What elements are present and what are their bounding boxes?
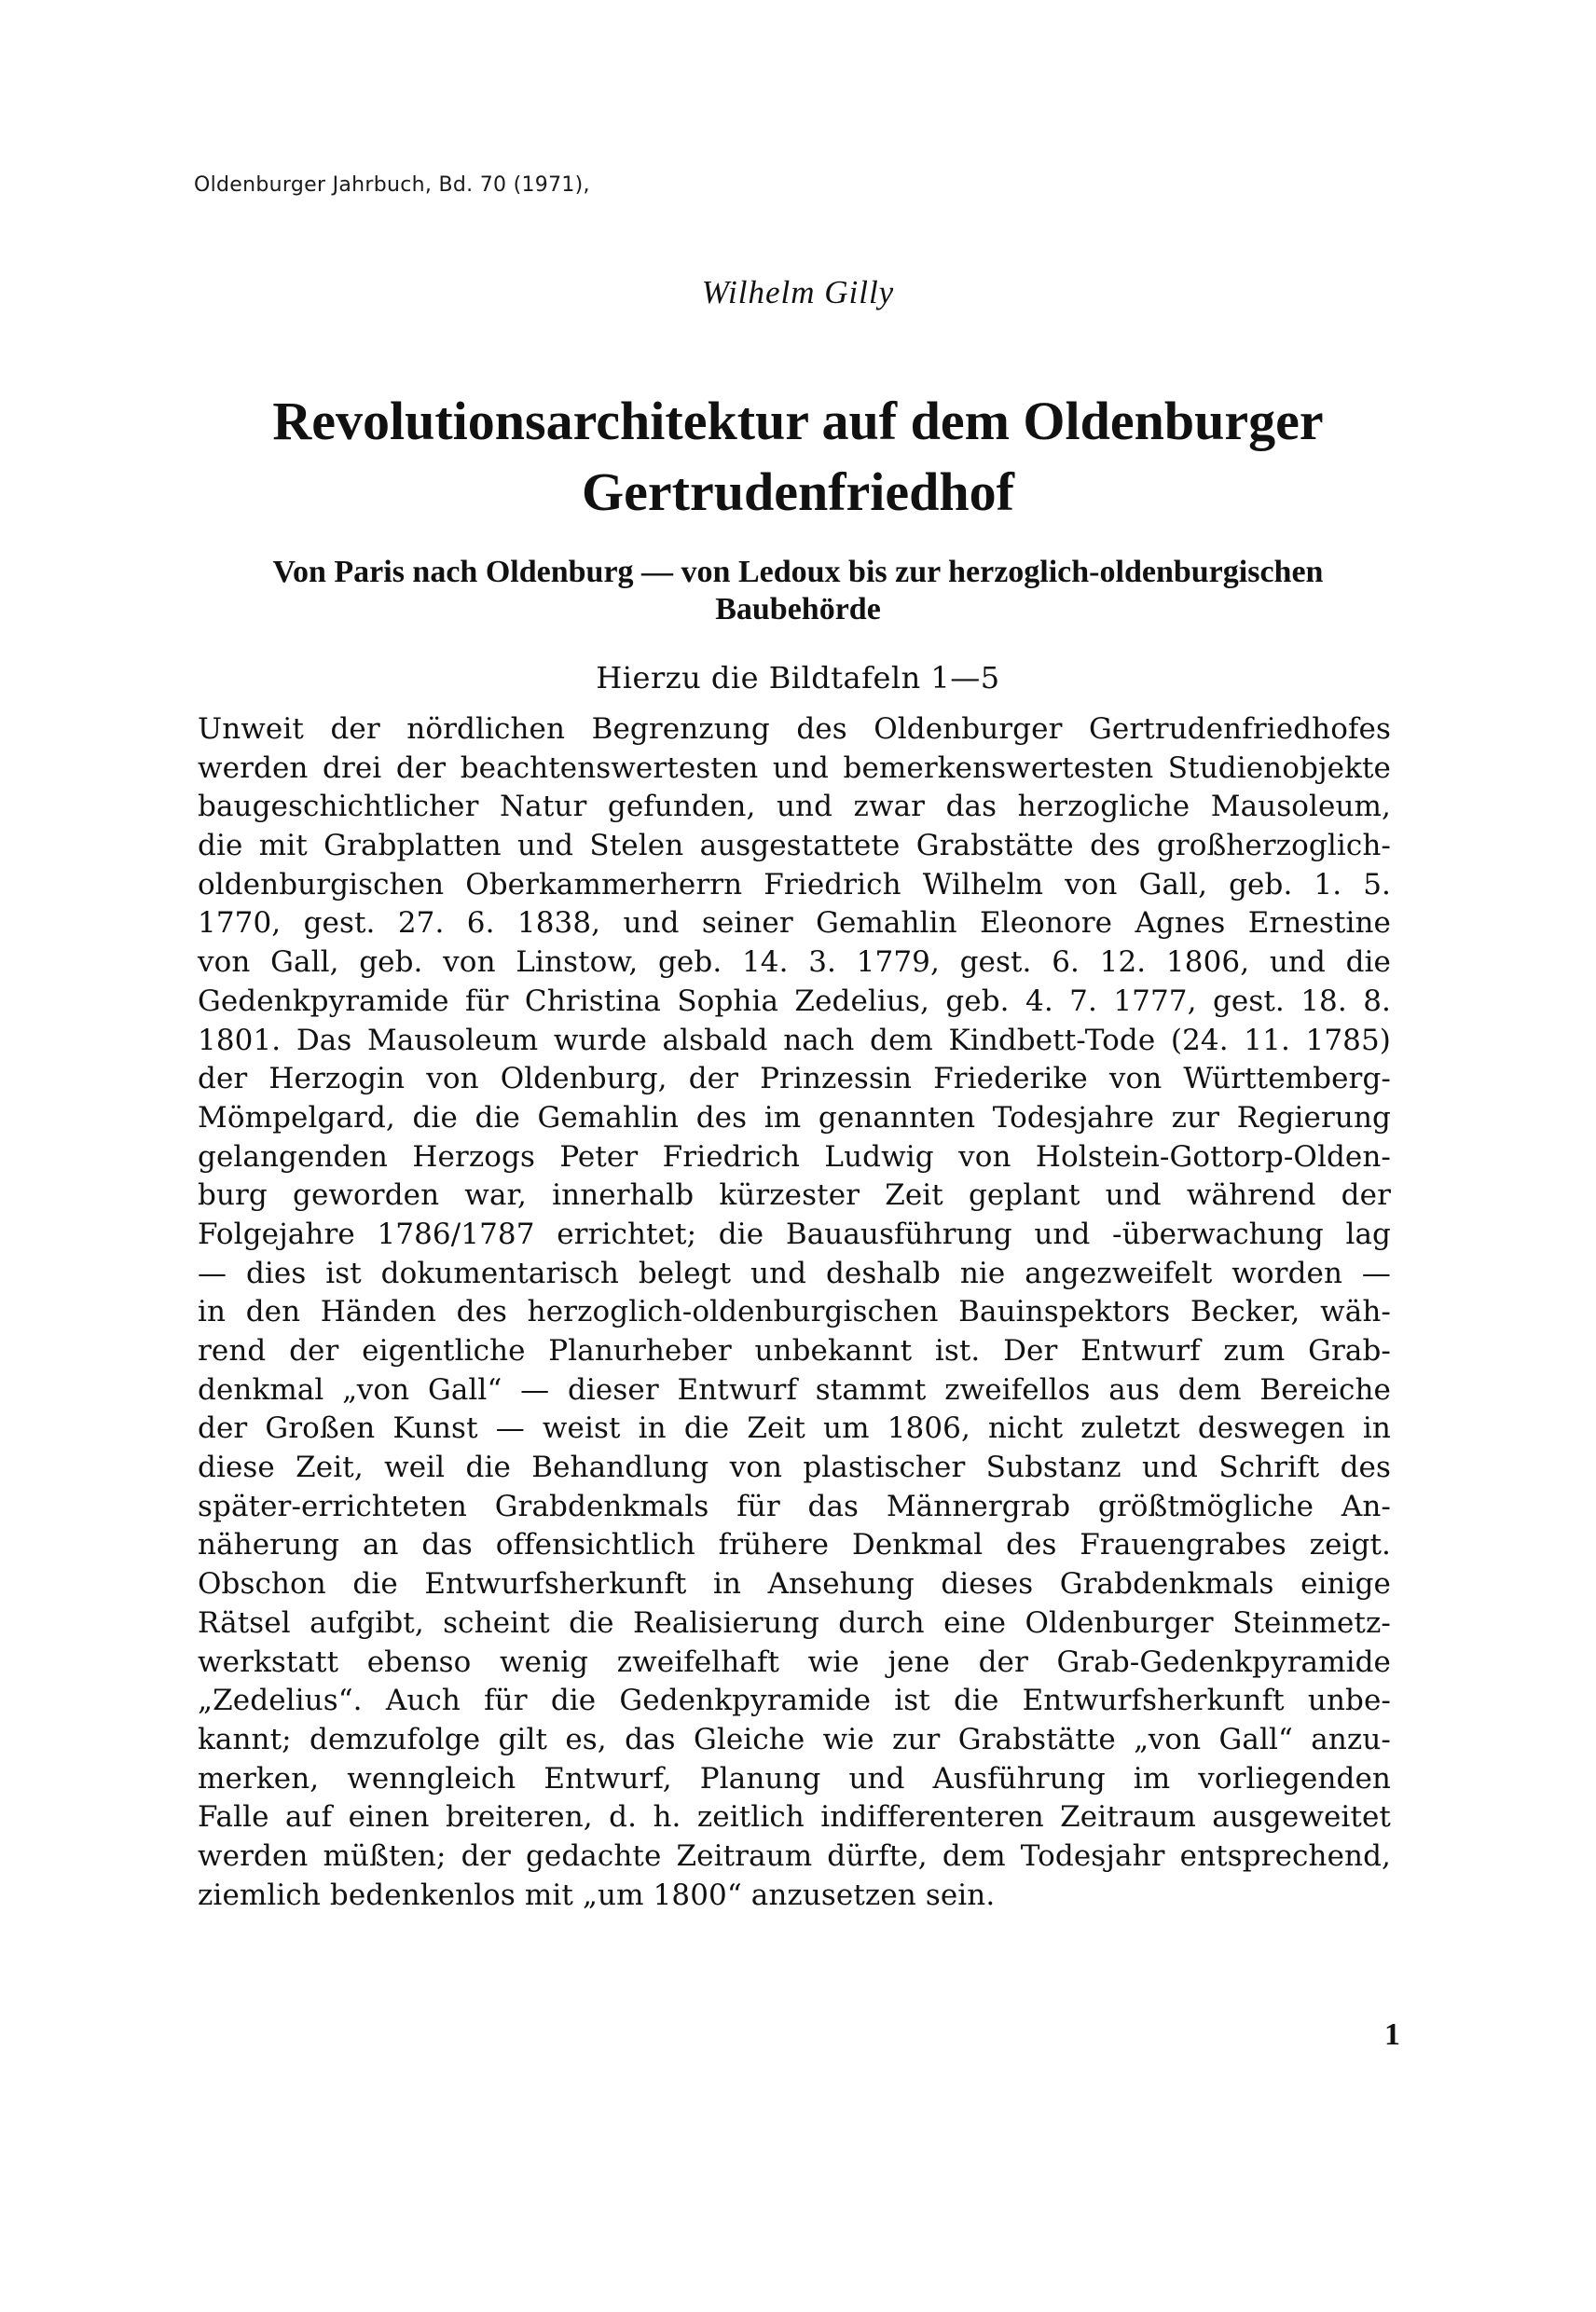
body-line: Unweit der nördlichen Begrenzung des Oldenburger Gertrudenfriedhofes (198, 712, 1391, 746)
body-line: oldenburgischen Oberkammerherrn Friedrich Wilhelm von Gall, geb. 1. 5. (198, 867, 1391, 901)
body-line: kannt; demzufolge gilt es, das Gleiche wie zur Grabstätte „von Gall“ anzu- (198, 1722, 1391, 1756)
body-line: 1770, gest. 27. 6. 1838, und seiner Gemahlin Eleonore Agnes Ernestine (198, 906, 1391, 941)
body-line: gelangenden Herzogs Peter Friedrich Ludwig von Holstein-Gottorp-Olden- (198, 1139, 1391, 1174)
body-line: denkmal „von Gall“ — dieser Entwurf stammt zweifellos aus dem Bereiche (198, 1372, 1391, 1407)
running-head: Oldenburger Jahrbuch, Bd. 70 (1971), (194, 173, 590, 197)
subtitle-line: Von Paris nach Oldenburg — von Ledoux bis zur herzoglich-oldenburgischen (272, 555, 1324, 589)
body-line: baugeschichtlicher Natur gefunden, und zwar das herzogliche Mausoleum, (198, 790, 1391, 824)
body-line: „Zedelius“. Auch für die Gedenkpyramide ist die Entwurfsherkunft unbe- (198, 1684, 1391, 1718)
body-line: — dies ist dokumentarisch belegt und deshalb nie angezweifelt worden — (198, 1256, 1391, 1290)
body-line: burg geworden war, innerhalb kürzester Zeit geplant und während der (198, 1178, 1391, 1213)
article-subtitle (186, 554, 1410, 628)
body-line: später-errichteten Grabdenkmals für das Männergrab größtmögliche An- (198, 1489, 1391, 1523)
subtitle-line: Baubehörde (715, 592, 881, 626)
plates-note: Hierzu die Bildtafeln 1—5 (596, 660, 1000, 695)
title-line: Gertrudenfriedhof (582, 461, 1014, 522)
body-line: merken, wenngleich Entwurf, Planung und Ausführung im vorliegenden (198, 1761, 1391, 1796)
page-number: 1 (1384, 2017, 1400, 2052)
body-line: näherung an das offensichtlich frühere Denkmal des Frauengrabes zeigt. (198, 1528, 1391, 1562)
body-line: Obschon die Entwurfsherkunft in Ansehung dieses Grabdenkmals einige (198, 1567, 1391, 1602)
body-line: ziemlich bedenkenlos mit „um 1800“ anzusetzen sein. (198, 1878, 996, 1912)
body-line: werden drei der beachtenswertesten und bemerkenswertesten Studienobjekte (198, 750, 1391, 785)
body-line: der Herzogin von Oldenburg, der Prinzessin Friederike von Württemberg- (198, 1062, 1391, 1096)
body-line: Mömpelgard, die die Gemahlin des im genannten Todesjahre zur Regierung (198, 1100, 1391, 1135)
body-line: von Gall, geb. von Linstow, geb. 14. 3. 1779, gest. 6. 12. 1806, und die (198, 945, 1391, 980)
body-line: die mit Grabplatten und Stelen ausgestattete Grabstätte des großherzoglich- (198, 829, 1391, 863)
body-line: Gedenkpyramide für Christina Sophia Zedelius, geb. 4. 7. 1777, gest. 18. 8. (198, 984, 1391, 1018)
body-paragraph (198, 710, 1391, 1915)
title-line: Revolutionsarchitektur auf dem Oldenburger (272, 391, 1324, 451)
body-line: Folgejahre 1786/1787 errichtet; die Bauausführung und -überwachung lag (198, 1217, 1391, 1251)
body-line: diese Zeit, weil die Behandlung von plastischer Substanz und Schrift des (198, 1451, 1391, 1485)
body-line: Rätsel aufgibt, scheint die Realisierung durch eine Oldenburger Steinmetz- (198, 1605, 1391, 1640)
body-line: 1801. Das Mausoleum wurde alsbald nach dem Kindbett-Tode (24. 11. 1785) (198, 1023, 1391, 1057)
article-author: Wilhelm Gilly (701, 274, 895, 310)
body-line: Falle auf einen breiteren, d. h. zeitlich indifferenteren Zeitraum ausgeweitet (198, 1800, 1391, 1835)
body-line: werden müßten; der gedachte Zeitraum dürfte, dem Todesjahr entsprechend, (198, 1838, 1391, 1873)
body-line: werkstatt ebenso wenig zweifelhaft wie jene der Grab-Gedenkpyramide (198, 1645, 1391, 1679)
body-line: der Großen Kunst — weist in die Zeit um 1806, nicht zuletzt deswegen in (198, 1411, 1391, 1446)
body-line: rend der eigentliche Planurheber unbekannt ist. Der Entwurf zum Grab- (198, 1334, 1391, 1368)
body-line: in den Händen des herzoglich-oldenburgischen Bauinspektors Becker, wäh- (198, 1295, 1391, 1329)
article-title (186, 386, 1410, 528)
